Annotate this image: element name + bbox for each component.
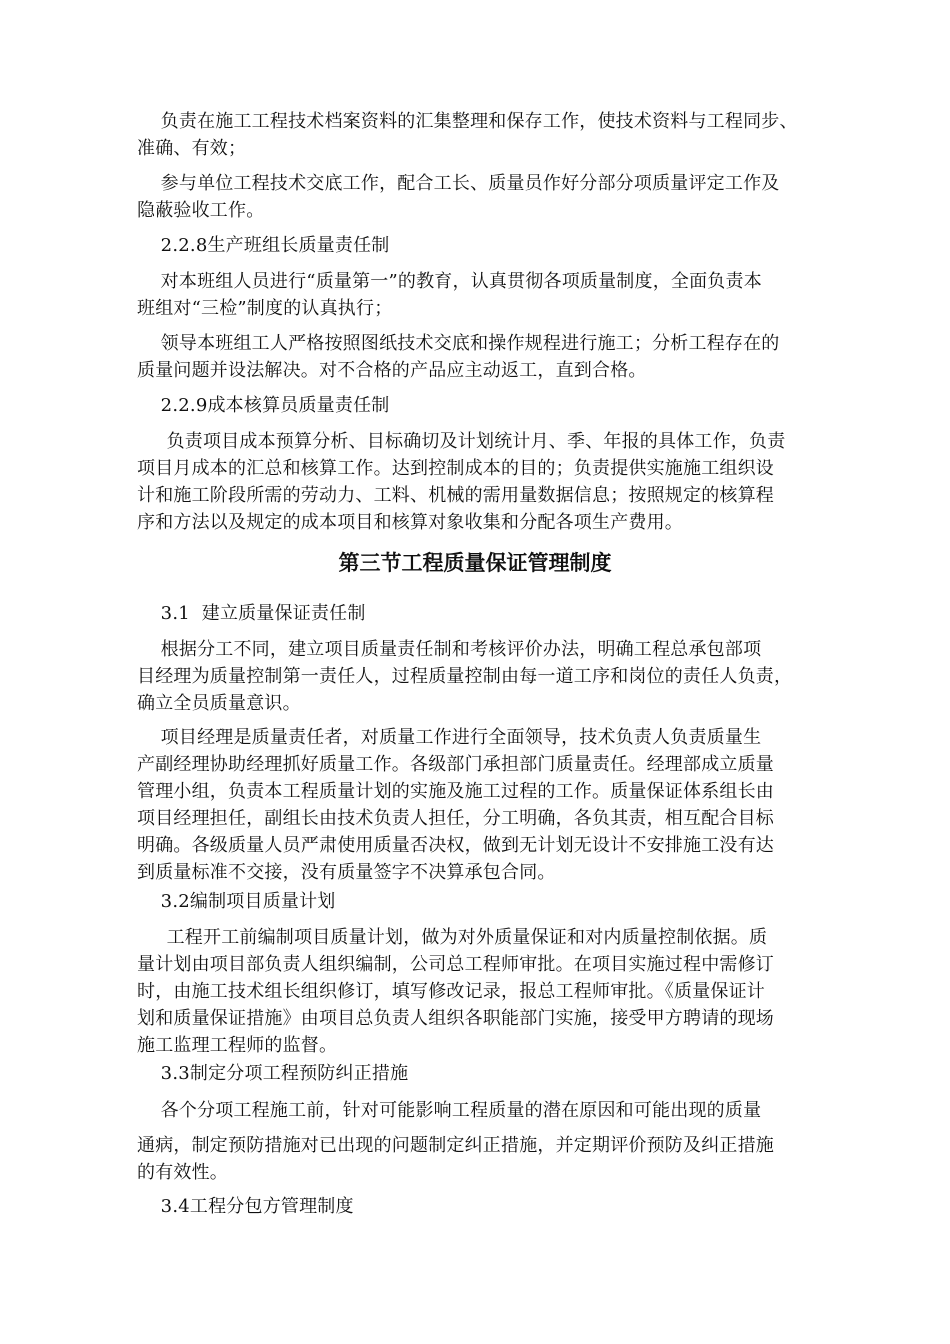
section-heading: 第三节工程质量保证管理制度 [338,551,612,575]
paragraph-team-education [137,268,827,322]
text-line: 3.2编制项目质量计划 [137,891,336,912]
text-line: 3.4工程分包方管理制度 [137,1196,354,1217]
text-line: 确立全员质量意识。 [137,693,301,714]
subheading-3-3 [137,1060,827,1087]
text-line: 对本班组人员进行“质量第一”的教育，认真贯彻各项质量制度，全面负责本 [137,271,762,292]
subheading-3-2 [137,888,827,915]
text-line: 项目经理是质量责任者，对质量工作进行全面领导，技术负责人负责质量生 [137,727,762,748]
subheading-3-1 [137,600,827,627]
text-line: 施工监理工程师的监督。 [137,1035,338,1056]
text-line: 划和质量保证措施》由项目总负责人组织各职能部门实施，接受甲方聘请的现场 [137,1008,774,1029]
text-line: 准确、有效； [137,138,247,159]
paragraph-archive-duties [137,108,827,162]
text-line: 负责在施工工程技术档案资料的汇集整理和保存工作，使技术资料与工程同步、 [137,111,798,132]
text-line: 领导本班组工人严格按照图纸技术交底和操作规程进行施工；分析工程存在的 [137,333,780,354]
text-line: 质量问题并设法解决。对不合格的产品应主动返工，直到合格。 [137,360,647,381]
subheading-2-2-9 [137,392,827,419]
text-line: 的有效性。 [137,1162,228,1183]
text-line: 3.1 建立质量保证责任制 [137,603,366,624]
paragraph-technical-briefing [137,170,827,224]
text-line: 参与单位工程技术交底工作，配合工长、质量员作好分部分项质量评定工作及 [137,173,780,194]
text-line: 管理小组，负责本工程质量计划的实施及施工过程的工作。质量保证体系组长由 [137,781,774,802]
text-line: 各个分项工程施工前，针对可能影响工程质量的潜在原因和可能出现的质量 [137,1100,762,1121]
text-line: 通病，制定预防措施对已出现的问题制定纠正措施，并定期评价预防及纠正措施 [137,1135,774,1156]
paragraph-team-leadership [137,330,827,384]
text-line: 2.2.8生产班组长质量责任制 [137,235,390,256]
paragraph-preventive-measures-cont [137,1132,827,1186]
paragraph-quality-plan [137,924,827,1059]
paragraph-cost-accounting [137,428,827,536]
text-line: 项目经理担任，副组长由技术负责人担任，分工明确，各负其责，相互配合目标 [137,808,774,829]
text-line: 项目月成本的汇总和核算工作。达到控制成本的目的；负责提供实施施工组织设 [137,458,774,479]
paragraph-project-manager [137,724,827,886]
text-line: 目经理为质量控制第一责任人，过程质量控制由每一道工序和岗位的责任人负责， [137,666,793,687]
text-line: 根据分工不同，建立项目质量责任制和考核评价办法，明确工程总承包部项 [137,639,762,660]
text-line: 工程开工前编制项目质量计划，做为对外质量保证和对内质量控制依据。质 [137,927,768,948]
paragraph-preventive-measures [137,1097,827,1124]
text-line: 量计划由项目部负责人组织编制，公司总工程师审批。在项目实施过程中需修订 [137,954,774,975]
text-line: 3.3制定分项工程预防纠正措施 [137,1063,409,1084]
text-line: 序和方法以及规定的成本项目和核算对象收集和分配各项生产费用。 [137,512,683,533]
text-line: 明确。各级质量人员严肃使用质量否决权，做到无计划无设计不安排施工没有达 [137,835,774,856]
text-line: 负责项目成本预算分析、目标确切及计划统计月、季、年报的具体工作，负责 [137,431,786,452]
text-line: 计和施工阶段所需的劳动力、工料、机械的需用量数据信息；按照规定的核算程 [137,485,774,506]
text-line: 时，由施工技术组长组织修订，填写修改记录，报总工程师审批。《质量保证计 [137,981,765,1002]
subheading-3-4 [137,1193,827,1220]
subheading-2-2-8 [137,232,827,259]
text-line: 隐蔽验收工作。 [137,200,265,221]
text-line: 2.2.9成本核算员质量责任制 [137,395,390,416]
paragraph-responsibility-system [137,636,827,717]
text-line: 班组对“三检”制度的认真执行； [137,298,393,319]
text-line: 到质量标准不交接，没有质量签字不决算承包合同。 [137,862,556,883]
text-line: 产副经理协助经理抓好质量工作。各级部门承担部门质量责任。经理部成立质量 [137,754,774,775]
